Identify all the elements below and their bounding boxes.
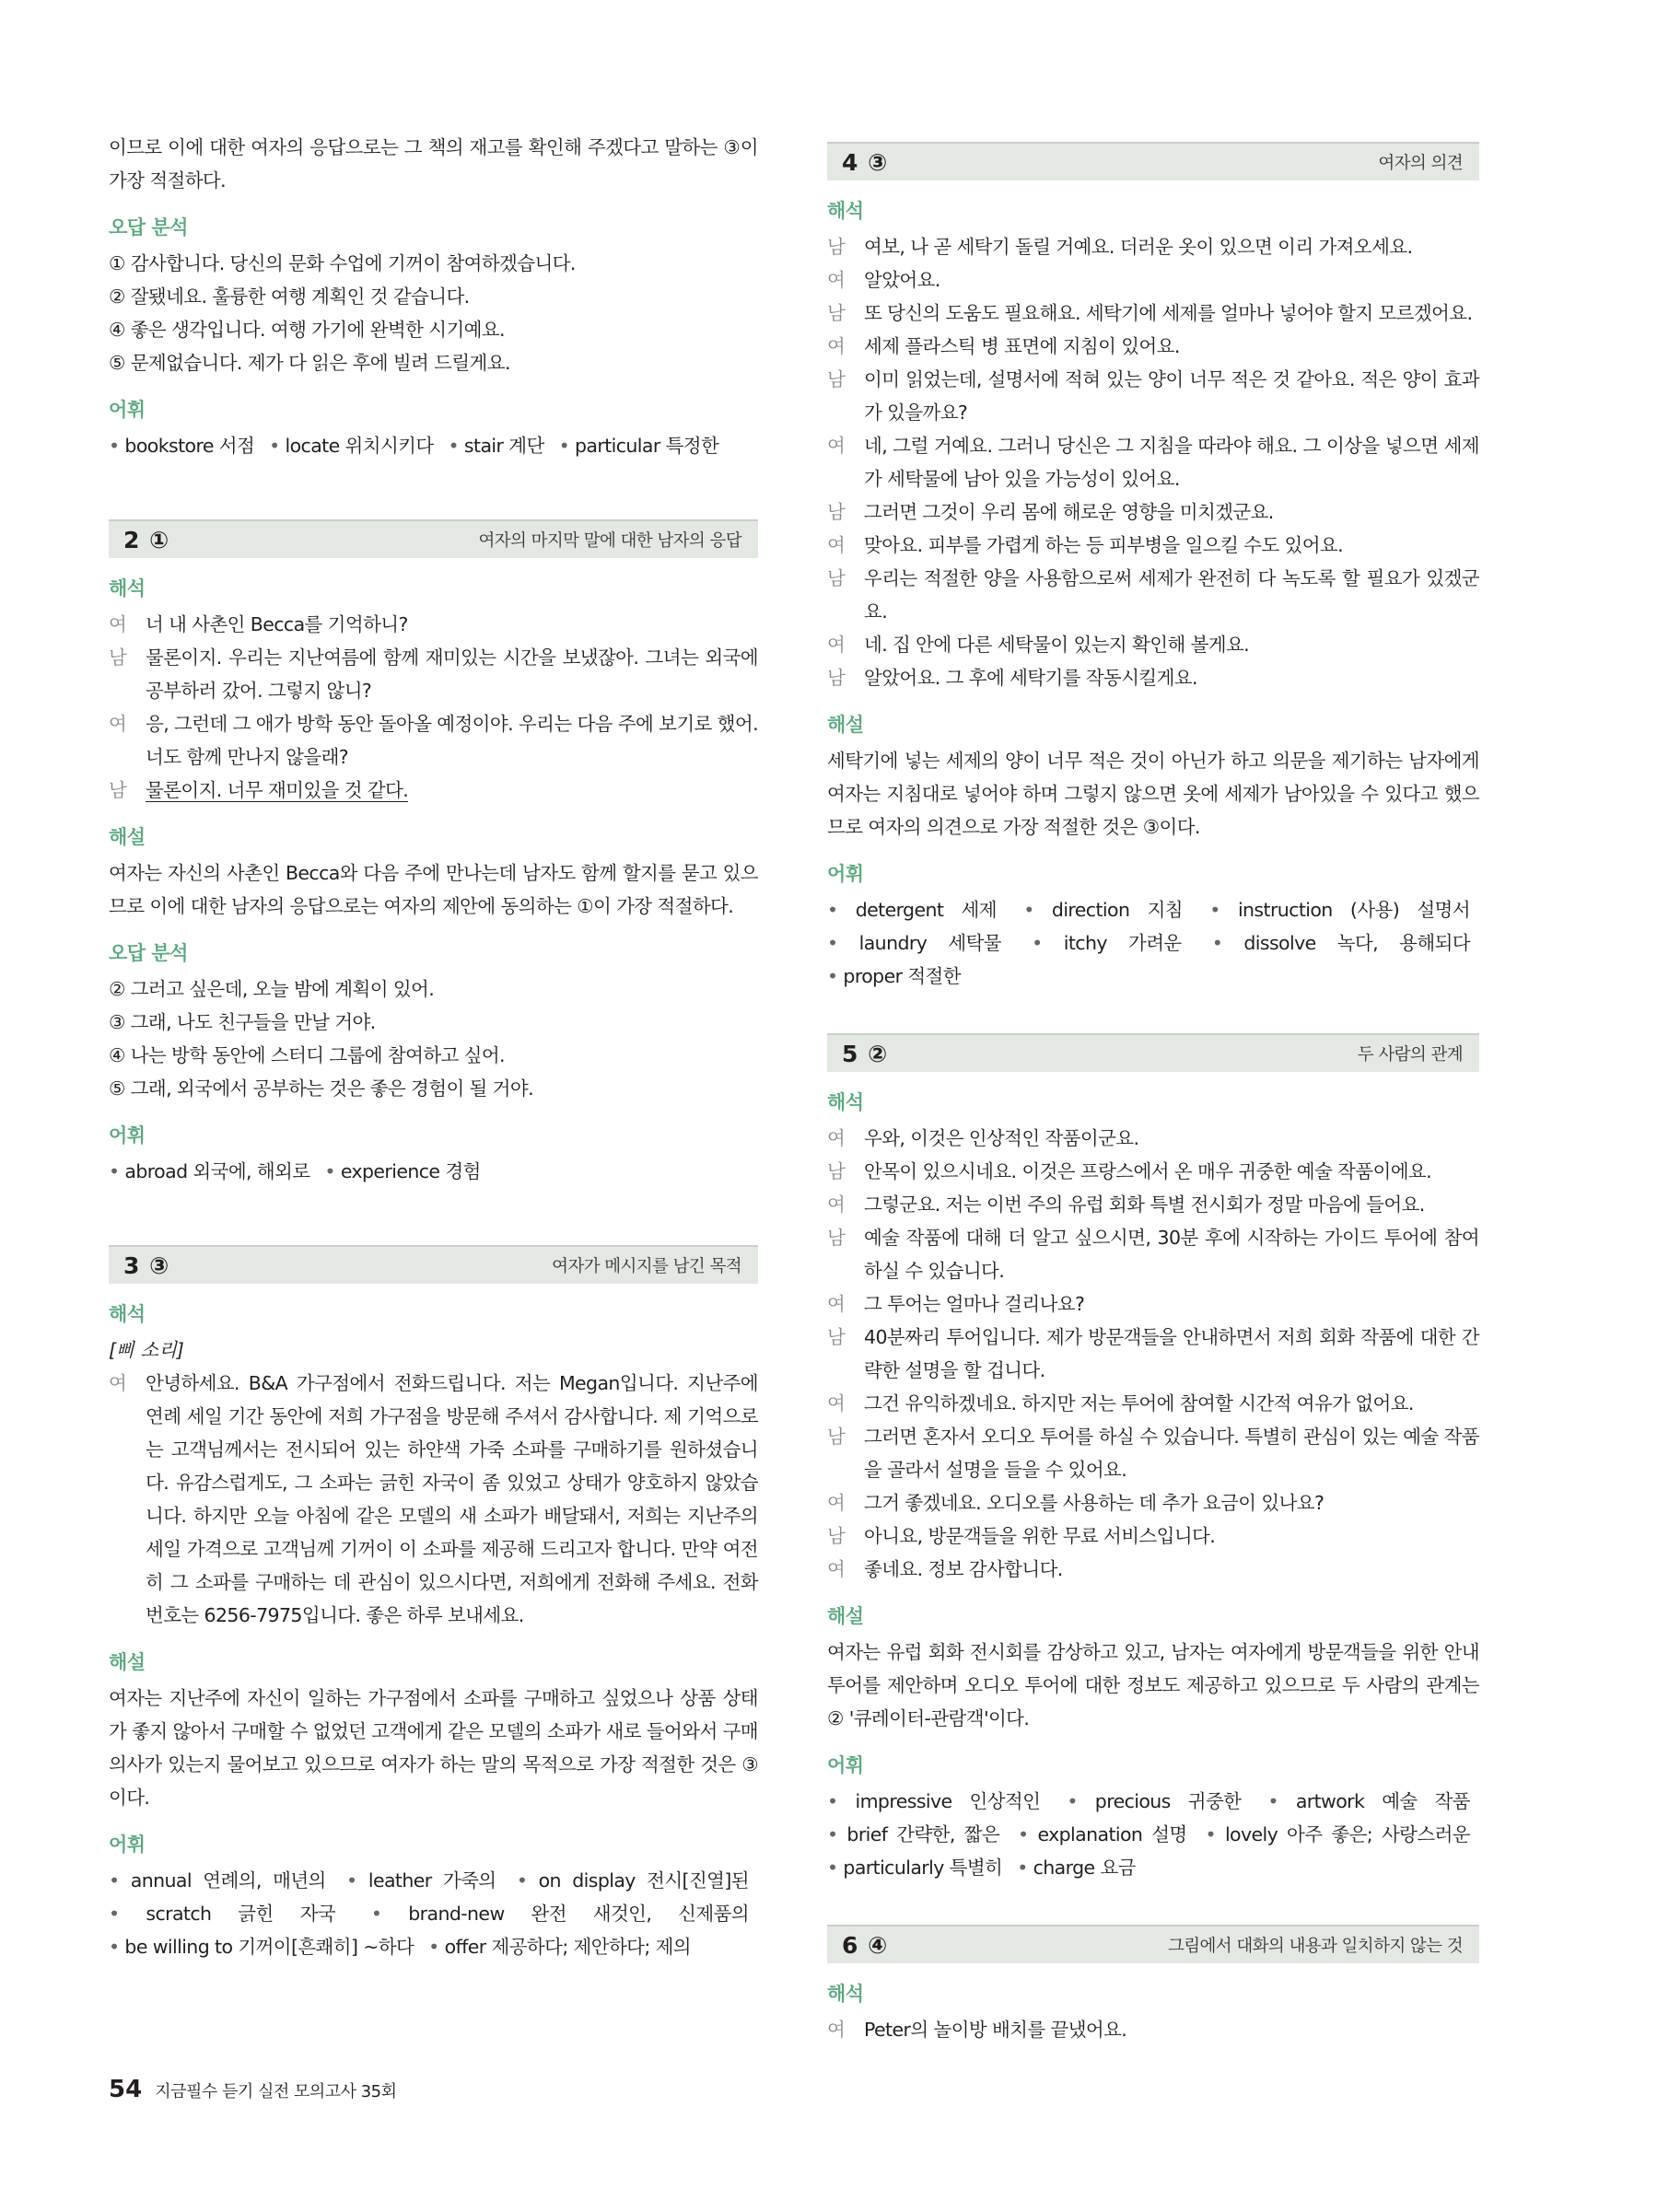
q4-expl-heading: 해설 [827,714,864,736]
utterance: 좋네요. 정보 감사합니다. [864,1558,1063,1580]
wrong-option: ④ 좋은 생각입니다. 여행 가기에 완벽한 시기예요. [109,319,505,341]
speaker: 여 [827,2019,846,2041]
speaker: 여 [109,613,127,635]
speaker: 여 [827,1127,846,1149]
utterance: 맞아요. 피부를 가렵게 하는 등 피부병을 일으킬 수도 있어요. [864,534,1344,556]
q2-wrong-heading: 오답 분석 [109,942,188,964]
q5-dialog [827,1122,1479,1586]
vocab-item: • itchy 가려운 [1032,932,1182,954]
wrong-option: ⑤ 문제없습니다. 제가 다 읽은 후에 빌려 드릴게요. [109,352,510,374]
q3-trans-heading: 해석 [109,1303,146,1325]
q1-wrong-list [109,247,758,379]
speaker: 여 [827,1492,846,1514]
q4-header-bar [827,142,1479,180]
utterance: 여보, 나 곧 세탁기 돌릴 거예요. 더러운 옷이 있으면 이리 가져오세요. [864,236,1413,258]
utterance: 예술 작품에 대해 더 알고 싶으시면, 30분 후에 시작하는 가이드 투어에 참여하실 수 있습니다. [864,1227,1479,1282]
speaker: 남 [827,1326,846,1348]
dialog-line [827,661,1479,694]
vocab-item: • charge 요금 [1017,1857,1136,1879]
dialog-line [827,2013,1479,2046]
vocab-item: • be willing to 기꺼이[흔쾌히] ~하다 [109,1936,414,1958]
utterance: 물론이지. 우리는 지난여름에 함께 재미있는 시간을 보냈잖아. 그녀는 외국에 공부하러 갔어. 그렇지 않니? [146,646,758,702]
dialog-line [827,429,1479,495]
dialog-line [827,263,1479,297]
left-column [109,131,758,1963]
dialog-line [109,707,758,774]
q2-vocab-heading: 어휘 [109,1124,146,1147]
q2-number: 2 ① [123,526,170,553]
speaker: 남 [827,302,846,324]
speaker: 여 [827,1293,846,1315]
speaker: 남 [827,1426,846,1448]
speaker: 남 [827,1160,846,1182]
q1-vocab [109,429,758,462]
vocab-item: • leather 가죽의 [346,1869,496,1892]
dialog-line [827,230,1479,263]
page-number: 54 [109,2076,143,2103]
vocab-item: • direction 지침 [1023,899,1183,921]
utterance: 그건 유익하겠네요. 하지만 저는 투어에 참여할 시간적 여유가 없어요. [864,1392,1414,1415]
speaker: 여 [827,269,846,291]
q6-type: 그림에서 대화의 내용과 일치하지 않는 것 [1167,1937,1463,1956]
vocab-item: • artwork 예술 작품 [1267,1790,1470,1812]
vocab-item: • particularly 특별히 [827,1857,1002,1879]
q2-expl-heading: 해설 [109,826,146,848]
dialog-line [827,1519,1479,1553]
q4-type: 여자의 의견 [1378,154,1463,173]
dialog-line [827,1420,1479,1486]
q5-number: 5 ② [842,1040,889,1067]
speaker: 여 [827,1558,846,1580]
vocab-item: • abroad 외국에, 해외로 [109,1160,309,1182]
dialog-line [827,562,1479,628]
q6-number: 6 ④ [842,1931,889,1959]
dialog-line [827,1321,1479,1387]
dialog-line [827,1122,1479,1155]
underlined-answer: 물론이지. 너무 재미있을 것 같다. [146,779,409,801]
speaker: 남 [109,779,127,801]
speaker: 여 [827,335,846,357]
speaker: 여 [827,534,846,556]
q5-explanation: 여자는 유럽 회화 전시회를 감상하고 있고, 남자는 여자에게 방문객들을 위한 안내 투어를 제안하며 오디오 투어에 대한 정보도 제공하고 있으므로 두 사람의 관계는 ② '큐레이터-관람객'이다. [827,1641,1479,1729]
dialog-line [827,330,1479,363]
speaker: 여 [109,713,127,735]
vocab-item: • detergent 세제 [827,899,997,921]
dialog-line [827,1387,1479,1420]
q4-trans-heading: 해석 [827,200,864,222]
utterance: 그거 좋겠네요. 오디오를 사용하는 데 추가 요금이 있나요? [864,1492,1325,1514]
dialog-line [827,495,1479,529]
speaker: 남 [109,646,127,669]
wrong-option: ⑤ 그래, 외국에서 공부하는 것은 좋은 경험이 될 거야. [109,1077,534,1100]
wrong-option: ③ 그래, 나도 친구들을 만날 거야. [109,1011,376,1033]
utterance: 세제 플라스틱 병 표면에 지침이 있어요. [864,335,1180,357]
wrong-option: ④ 나는 방학 동안에 스터디 그룹에 참여하고 싶어. [109,1044,505,1066]
q6-trans-heading: 해석 [827,1983,864,2005]
right-column [827,142,1479,2046]
q3-dialog [109,1367,758,1632]
q2-trans-heading: 해석 [109,577,146,600]
utterance: 안목이 있으시네요. 이것은 프랑스에서 온 매우 귀중한 예술 작품이에요. [864,1160,1432,1182]
q3-vocab-heading: 어휘 [109,1834,146,1856]
dialog-line [827,628,1479,661]
speaker: 남 [827,501,846,523]
q4-explanation: 세탁기에 넣는 세제의 양이 너무 적은 것이 아닌가 하고 의문을 제기하는 남자에게 여자는 지침대로 넣어야 하며 그렇지 않으면 옷에 세제가 남아있을 수 있다고 했으므로 여자의 의견으로 가장 적절한 것은 ③이다. [827,750,1479,838]
utterance: 그렇군요. 저는 이번 주의 유럽 회화 특별 전시회가 정말 마음에 들어요. [864,1193,1425,1216]
speaker: 여 [827,1392,846,1415]
vocab-item: • dissolve 녹다, 용해되다 [1212,932,1470,954]
dialog-line [827,1553,1479,1586]
vocab-item: • brand-new 완전 새것인, 신제품의 [371,1903,749,1925]
speaker: 남 [827,667,846,689]
speaker: 남 [827,368,846,390]
speaker: 남 [827,1525,846,1547]
dialog-line [109,641,758,707]
vocab-item: • on display 전시[진열]된 [517,1869,749,1892]
q1-explanation-end: 이므로 이에 대한 여자의 응답으로는 그 책의 재고를 확인해 주겠다고 말하는 ③이 가장 적절하다. [109,136,758,192]
q4-vocab-heading: 어휘 [827,863,864,885]
utterance: 알았어요. [864,269,940,291]
speaker: 여 [827,634,846,656]
utterance: 아니요, 방문객들을 위한 무료 서비스입니다. [864,1525,1216,1547]
speaker: 여 [109,1372,127,1394]
vocab-item: • particular 특정한 [559,435,719,457]
q4-dialog [827,230,1479,694]
page-footer [109,2076,397,2103]
utterance: 40분짜리 투어입니다. 제가 방문객들을 안내하면서 저희 회화 작품에 대한 간략한 설명을 할 겁니다. [864,1326,1479,1381]
q2-dialog [109,608,758,807]
q3-number: 3 ③ [123,1252,170,1279]
q4-vocab [827,893,1479,993]
utterance: 안녕하세요. B&A 가구점에서 전화드립니다. 저는 Megan입니다. 지난주에 연례 세일 기간 동안에 저희 가구점을 방문해 주셔서 감사합니다. 제 기억으로는 고객님께서는 전시되어 있는 하얀색 가죽 소파를 구매하기를 원하셨습니다. 유감스럽게도, 그 소파는 긁힌 자국이 좀 있었고 상태가 양호하지 않았습니다. 하지만 오늘 아침에 같은 모델의 새 소파가 배달돼서, 저희는 지난주의 세일 가격으로 고객님께 기꺼이 이 소파를 제공해 드리고자 합니다. 만약 여전히 그 소파를 구매하는 데 관심이 있으시다면, 저희에게 전화해 주세요. 전화번호는 6256-7975입니다. 좋은 하루 보내세요. [146,1372,758,1626]
vocab-item: • lovely 아주 좋은; 사랑스러운 [1206,1823,1470,1845]
q2-wrong-list [109,972,758,1105]
dialog-line [827,363,1479,429]
utterance: 우리는 적절한 양을 사용함으로써 세제가 완전히 다 녹도록 할 필요가 있겠군요. [864,567,1479,623]
utterance: 네. 집 안에 다른 세탁물이 있는지 확인해 볼게요. [864,634,1250,656]
q6-header-bar [827,1925,1479,1963]
q2-explanation: 여자는 자신의 사촌인 Becca와 다음 주에 만나는데 남자도 함께 할지를 묻고 있으므로 이에 대한 남자의 응답으로는 여자의 제안에 동의하는 ①이 가장 적절하다. [109,862,758,917]
utterance: 그러면 그것이 우리 몸에 해로운 영향을 미치겠군요. [864,501,1274,523]
dialog-line [827,1486,1479,1519]
vocab-item: • bookstore 서점 [109,435,254,457]
q5-trans-heading: 해석 [827,1091,864,1113]
q3-expl-heading: 해설 [109,1651,146,1673]
q5-expl-heading: 해설 [827,1605,864,1627]
q5-vocab-heading: 어휘 [827,1754,864,1776]
vocab-item: • experience 경험 [324,1160,480,1182]
q2-header-bar [109,519,758,558]
utterance: 너 내 사촌인 Becca를 기억하니? [146,613,408,635]
dialog-line [827,1221,1479,1287]
vocab-item: • instruction (사용) 설명서 [1209,899,1470,921]
wrong-option: ② 잘됐네요. 훌륭한 여행 계획인 것 같습니다. [109,285,470,308]
q5-vocab [827,1785,1479,1884]
vocab-item: • stair 계단 [449,435,544,457]
vocab-item: • precious 귀중한 [1067,1790,1241,1812]
vocab-item: • scratch 긁힌 자국 [109,1903,335,1925]
dialog-line [827,1155,1479,1188]
utterance: 그 투어는 얼마나 걸리나요? [864,1293,1085,1315]
vocab-item: • laundry 세탁물 [827,932,1001,954]
wrong-option: ① 감사합니다. 당신의 문화 수업에 기꺼이 참여하겠습니다. [109,252,576,274]
vocab-item: • locate 위치시키다 [269,435,433,457]
q5-type: 두 사람의 관계 [1357,1045,1463,1065]
utterance: 우와, 이것은 인상적인 작품이군요. [864,1127,1139,1149]
utterance: 네, 그럴 거예요. 그러니 당신은 그 지침을 따라야 해요. 그 이상을 넣으면 세제가 세탁물에 남아 있을 가능성이 있어요. [864,435,1479,490]
q2-vocab [109,1155,758,1188]
q1-wrong-heading: 오답 분석 [109,216,188,239]
vocab-item: • impressive 인상적인 [827,1790,1040,1812]
vocab-item: • offer 제공하다; 제안하다; 제의 [428,1936,691,1958]
q3-sound-note: [삐 소리] [109,1339,184,1361]
dialog-line [827,1287,1479,1321]
q3-explanation: 여자는 지난주에 자신이 일하는 가구점에서 소파를 구매하고 싶었으나 상품 상태가 좋지 않아서 구매할 수 없었던 고객에게 같은 모델의 소파가 새로 들어와서 구매 의사가 있는지 물어보고 있으므로 여자가 하는 말의 목적으로 가장 적절한 것은 ③이다. [109,1687,758,1809]
q6-dialog [827,2013,1479,2046]
dialog-line [109,774,758,807]
speaker: 여 [827,435,846,457]
q3-vocab [109,1864,758,1963]
utterance: 이미 읽었는데, 설명서에 적혀 있는 양이 너무 적은 것 같아요. 적은 양이 효과가 있을까요? [864,368,1479,424]
q1-vocab-heading: 어휘 [109,399,146,421]
dialog-line [827,529,1479,562]
vocab-item: • annual 연례의, 매년의 [109,1869,326,1892]
utterance: 그러면 혼자서 오디오 투어를 하실 수 있습니다. 특별히 관심이 있는 예술 작품을 골라서 설명을 들을 수 있어요. [864,1426,1479,1481]
q3-header-bar [109,1245,758,1284]
dialog-line [827,297,1479,330]
book-title: 지금필수 듣기 실전 모의고사 35회 [155,2082,397,2101]
utterance: 알았어요. 그 후에 세탁기를 작동시킬게요. [864,667,1197,689]
dialog-line [109,608,758,641]
q2-type: 여자의 마지막 말에 대한 남자의 응답 [478,531,741,551]
utterance: 응, 그런데 그 애가 방학 동안 돌아올 예정이야. 우리는 다음 주에 보기로 했어. 너도 함께 만나지 않을래? [146,713,758,768]
vocab-item: • explanation 설명 [1018,1823,1187,1845]
utterance: Peter의 놀이방 배치를 끝냈어요. [864,2019,1127,2041]
speaker: 남 [827,567,846,589]
utterance: 또 당신의 도움도 필요해요. 세탁기에 세제를 얼마나 넣어야 할지 모르겠어요. [864,302,1473,324]
q4-number: 4 ③ [842,148,889,176]
q3-type: 여자가 메시지를 남긴 목적 [552,1257,741,1276]
dialog-line [827,1188,1479,1221]
speaker: 남 [827,1227,846,1249]
vocab-item: • brief 간략한, 짧은 [827,1823,999,1845]
q5-header-bar [827,1033,1479,1072]
speaker: 여 [827,1193,846,1216]
vocab-item: • proper 적절한 [827,965,961,987]
dialog-line [109,1367,758,1632]
wrong-option: ② 그러고 싶은데, 오늘 밤에 계획이 있어. [109,978,435,1000]
speaker: 남 [827,236,846,258]
